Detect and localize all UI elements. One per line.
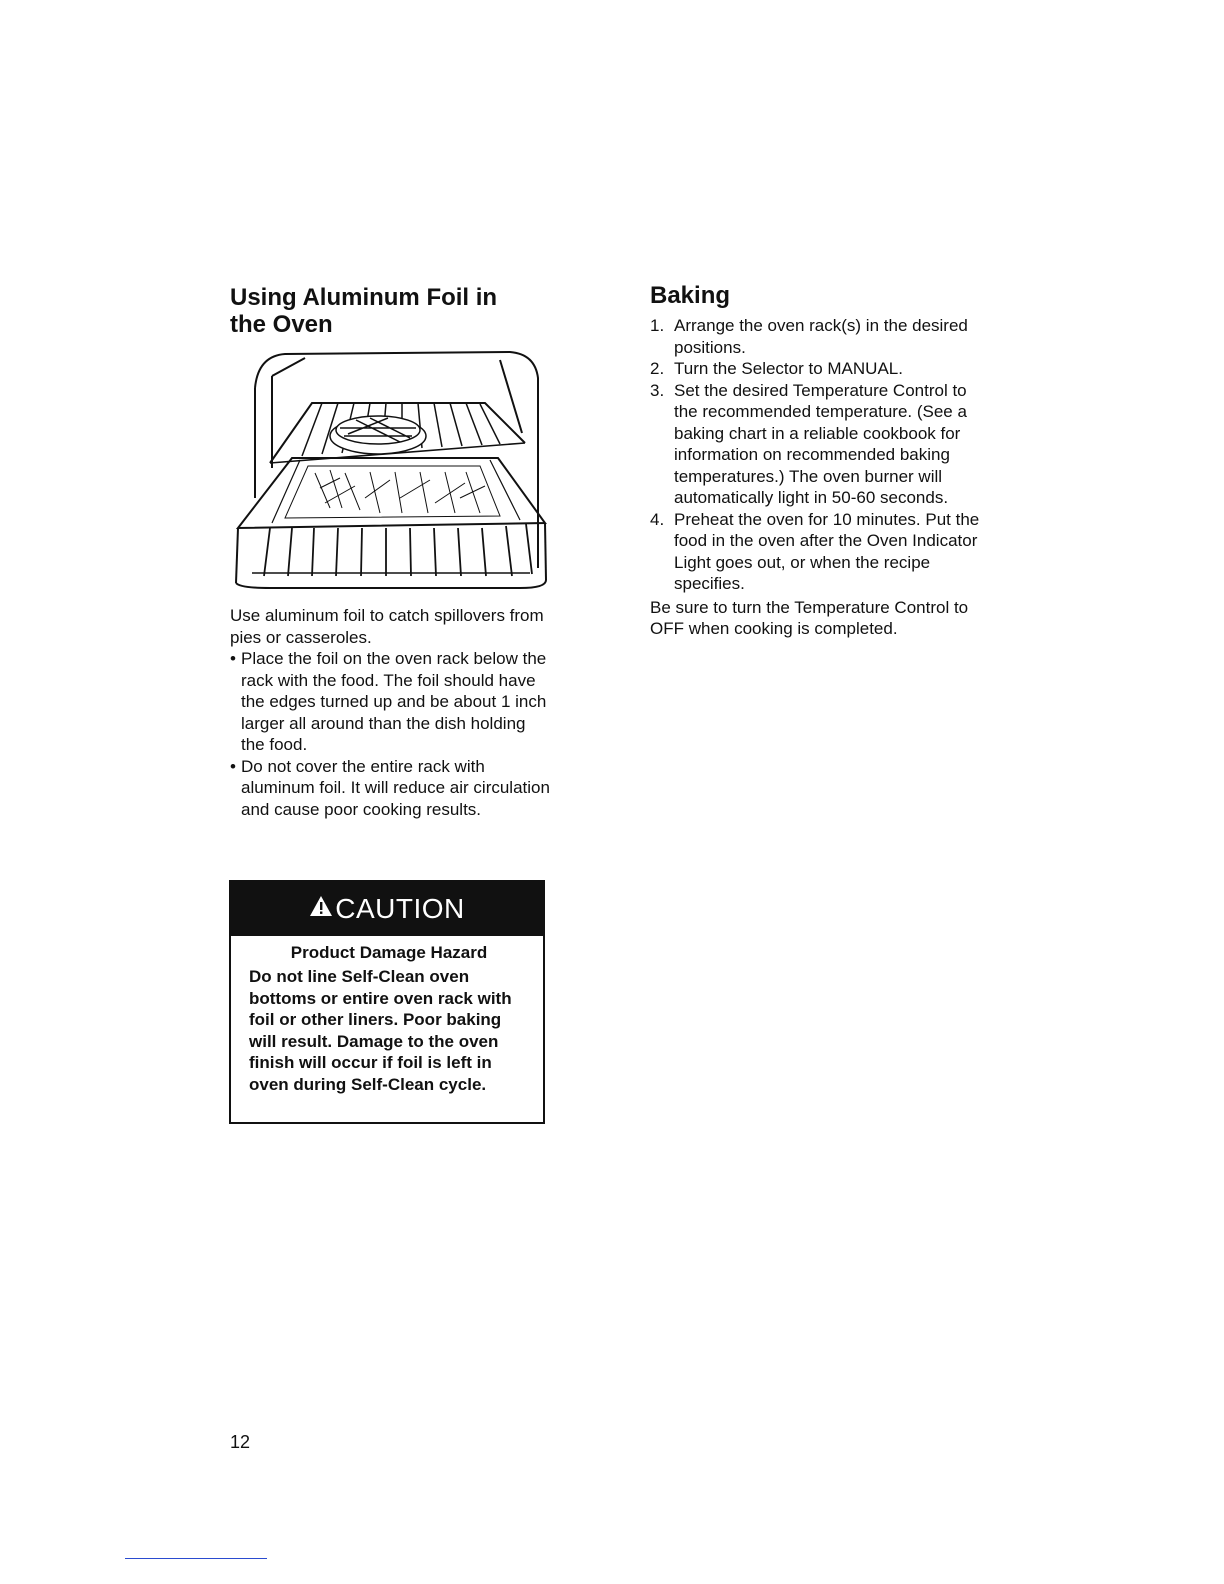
section-title-baking: Baking <box>650 282 731 309</box>
list-item <box>650 509 990 595</box>
step-number: 2. <box>650 359 665 378</box>
bullet-text: Place the foil on the oven rack below the rack with the food. The foil should have the edges turned up and be about 1 inch larger all around than the dish holding the food. <box>241 649 547 754</box>
caution-box <box>229 880 545 1124</box>
caution-text: Do not line Self-Clean oven bottoms or entire oven rack with foil or other liners. Poor baking will result. Damage to the oven finish will occur if foil is left in oven during Self-Clean cycle. <box>249 967 512 1094</box>
foil-intro-text: Use aluminum foil to catch spillovers from pies or casseroles. <box>230 606 544 647</box>
bullet-text: Do not cover the entire rack with aluminum foil. It will reduce air circulation and cause poor cooking results. <box>241 756 550 819</box>
list-item <box>230 756 550 821</box>
caution-body <box>231 936 543 1095</box>
closing-note: Be sure to turn the Temperature Control to OFF when cooking is completed. <box>650 597 969 638</box>
caution-subtitle: Product Damage Hazard <box>290 943 488 962</box>
section-title-foil: Using Aluminum Foil in the Oven <box>230 284 498 338</box>
foil-instructions <box>230 605 550 820</box>
right-column <box>650 282 990 657</box>
list-item <box>650 315 990 358</box>
step-number: 4. <box>650 509 665 529</box>
step-number: 1. <box>650 316 665 335</box>
list-item <box>650 380 990 509</box>
oven-rack-foil-illustration <box>230 348 550 593</box>
caution-label: CAUTION <box>335 893 465 924</box>
page-number: 12 <box>230 1432 251 1452</box>
warning-triangle-icon <box>309 895 333 923</box>
step-text: Turn the Selector to MANUAL. <box>674 359 903 378</box>
bullet-icon: • <box>230 756 236 776</box>
foil-bullet-list <box>230 648 550 820</box>
bullet-icon: • <box>230 649 236 668</box>
step-text: Set the desired Temperature Control to the recommended temperature. (See a baking chart in a reliable cookbook for information on recommended baking temperatures.) The oven burner will automatically light in 50-60 seconds. <box>674 380 967 507</box>
step-number: 3. <box>650 380 665 400</box>
footer-rule <box>125 1558 267 1559</box>
step-text: Arrange the oven rack(s) in the desired positions. <box>674 316 968 357</box>
left-column <box>230 284 550 338</box>
step-text: Preheat the oven for 10 minutes. Put the food in the oven after the Oven Indicator Light goes out, or when the recipe specifies. <box>674 509 980 593</box>
list-item <box>650 358 990 380</box>
caution-header <box>231 882 543 936</box>
baking-steps <box>650 315 990 595</box>
list-item <box>230 648 550 756</box>
